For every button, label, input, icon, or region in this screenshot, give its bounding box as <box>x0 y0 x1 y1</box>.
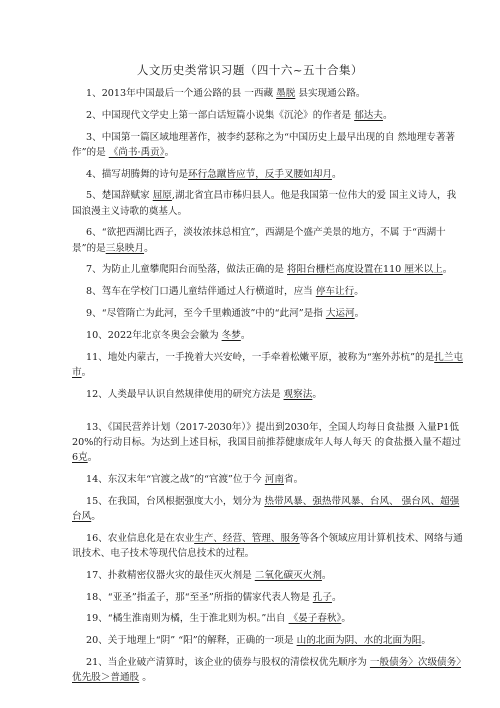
question-item <box>72 188 464 218</box>
question-text: 4、描写胡腾舞的诗句是 <box>86 168 189 180</box>
answer-text: 生产、经营、管理、服务 <box>194 532 300 544</box>
question-item <box>72 350 464 380</box>
question-text: 县实现通公路。 <box>295 88 366 99</box>
question-text: 。 <box>240 329 251 341</box>
question-text: 3、中国第一篇区域地理著作，被李约瑟称之为“中国历史上最早出现的自 然地理专著著作”的是 <box>72 131 456 158</box>
question-item <box>72 633 464 648</box>
question-text: 2、中国现代文学史上第一部白话短篇小说集《沉沦》的作者是 <box>86 109 355 121</box>
page-title: 人文历史类常识习题（四十六~五十合集） <box>136 63 364 77</box>
question-text: 。 <box>91 510 101 522</box>
question-item <box>72 590 464 605</box>
question-text: 19、“橘生淮南则为橘，生于淮北则为枳。”出自 <box>86 613 289 625</box>
question-item <box>72 108 464 123</box>
answer-text: 三泉映月 <box>105 242 145 254</box>
answer-text: 6克 <box>72 452 88 464</box>
answer-text: 《晏子春秋》 <box>288 613 342 625</box>
question-text: ,湖北省宜昌市秭归县人。他是我国第一位伟大的爱 国主义诗人，我国浪漫主义诗歌的奠基人。 <box>72 190 457 217</box>
question-text: 。 <box>442 264 453 276</box>
question-item <box>72 86 464 101</box>
question-item <box>72 284 464 299</box>
question-item <box>72 420 464 466</box>
question-item <box>72 472 464 487</box>
question-item <box>72 328 464 343</box>
question-text: 。 <box>331 168 342 180</box>
question-text: 。 <box>354 286 364 298</box>
question-text: 5、楚国辞赋家 <box>86 190 153 202</box>
answer-text: 环行急蹴皆应节，反手叉腰如却月 <box>188 168 332 180</box>
question-text: 14、东汉末年“官渡之战”的“官渡”位于今 <box>86 473 265 485</box>
answer-text: 郁达夫 <box>354 109 383 121</box>
question-text: 。 <box>139 672 152 684</box>
answer-text: 观察法 <box>283 388 313 400</box>
question-text: 16、农业信息化是在农业 <box>86 532 195 544</box>
question-text: 。 <box>81 366 92 378</box>
question-text: 。 <box>321 569 332 581</box>
question-text: 15、在我国，台风根据强度大小，划分为 <box>86 495 265 507</box>
question-text: 。 <box>144 242 154 254</box>
question-text: 。 <box>164 146 175 158</box>
question-text: 。 <box>312 388 322 400</box>
question-text: 1、2013年中国最后一个通公路的县 一西藏 <box>86 88 277 99</box>
question-item <box>72 611 464 626</box>
answer-text: 扎兰屯市 <box>72 351 463 378</box>
answer-text: 山的北面为阴、水的北面为阳 <box>296 635 422 647</box>
question-item <box>72 306 464 321</box>
question-text: 18、“亚圣”指孟子，那“至圣”所指的儒家代表人物是 <box>86 591 313 603</box>
question-item <box>72 655 464 685</box>
question-text: 。 <box>341 613 351 625</box>
question-text: 20、关于地理上“阴” “阳”的解释，正确的一项是 <box>86 635 297 647</box>
question-text: 9、“尽管隋亡为此河，至今千里赖通波”中的“此河”是指 <box>86 307 326 319</box>
question-text: 10、2022年北京冬奥会会徽为 <box>86 329 222 341</box>
question-item <box>72 531 464 561</box>
question-text: 6、“欲把西湖比西子，淡妆浓抹总相宜”，西湖是个盛产美景的地方，不属 于“西湖十景”的是 <box>72 227 446 254</box>
answer-text: 孔子 <box>312 591 332 603</box>
question-item <box>72 225 464 255</box>
answer-text: 《尚书·禹贡》 <box>108 146 165 158</box>
question-item <box>72 262 464 277</box>
answer-text: 冬梦 <box>221 329 241 341</box>
answer-text: 墨脱 <box>276 88 296 99</box>
answer-text: 停车让行 <box>315 286 355 298</box>
answer-text: 河南 <box>264 473 284 485</box>
question-text: 省。 <box>283 473 304 485</box>
answer-text: 将阳台栅栏高度设置在110 厘米以上 <box>287 264 443 276</box>
question-text: 17、扑救精密仪器火灾的最佳灭火剂是 <box>86 569 255 581</box>
question-text: 12、人类最早认识自然规律使用的研究方法是 <box>86 388 284 400</box>
answer-text: 屈原 <box>152 190 172 202</box>
answer-text: 一般债务〉次级债务〉优先股＞普通股 <box>72 656 462 684</box>
question-text: 21、当企业破产清算时，该企业的债券与股权的清偿权优先顺序为 <box>86 656 370 668</box>
answer-text: 大运河 <box>325 307 355 319</box>
question-text: 等各个领域应用计算机技术、网络与通讯技术、电子技术等现代信息技术的过程。 <box>72 532 463 559</box>
question-text: 13、《国民营养计划（2017-2030年）》提出到2030年，全国人均每日食盐摄 入量P1低20%的行动目标。为达到上述目标，我国目前推荐健康成年人每人每天 的食盐摄入量不超过 <box>72 421 461 448</box>
question-text: 7、为防止儿童攀爬阳台而坠落，做法正确的是 <box>86 264 288 276</box>
question-text: 。 <box>421 635 431 647</box>
question-list <box>72 86 464 692</box>
question-item <box>72 387 464 402</box>
question-text: 。 <box>331 591 342 603</box>
question-text: 。 <box>354 307 365 319</box>
question-text: 。 <box>382 109 393 121</box>
answer-text: 二氧化碳灭火剂 <box>254 569 322 581</box>
answer-text: 热带风暴、强热带风暴、台风、 强台风、超强台风 <box>72 495 460 522</box>
question-text: 8、驾车在学校门口遇儿童结伴通过人行横道时，应当 <box>86 286 316 298</box>
question-item <box>72 568 464 583</box>
question-text: 11、地处内蒙古，一手挽着大兴安岭，一手牵着松嫩平原，被称为“塞外苏杭”的是 <box>86 351 435 363</box>
question-item <box>72 167 464 182</box>
question-text: 。 <box>87 452 98 464</box>
question-item <box>72 130 464 160</box>
question-item <box>72 494 464 524</box>
